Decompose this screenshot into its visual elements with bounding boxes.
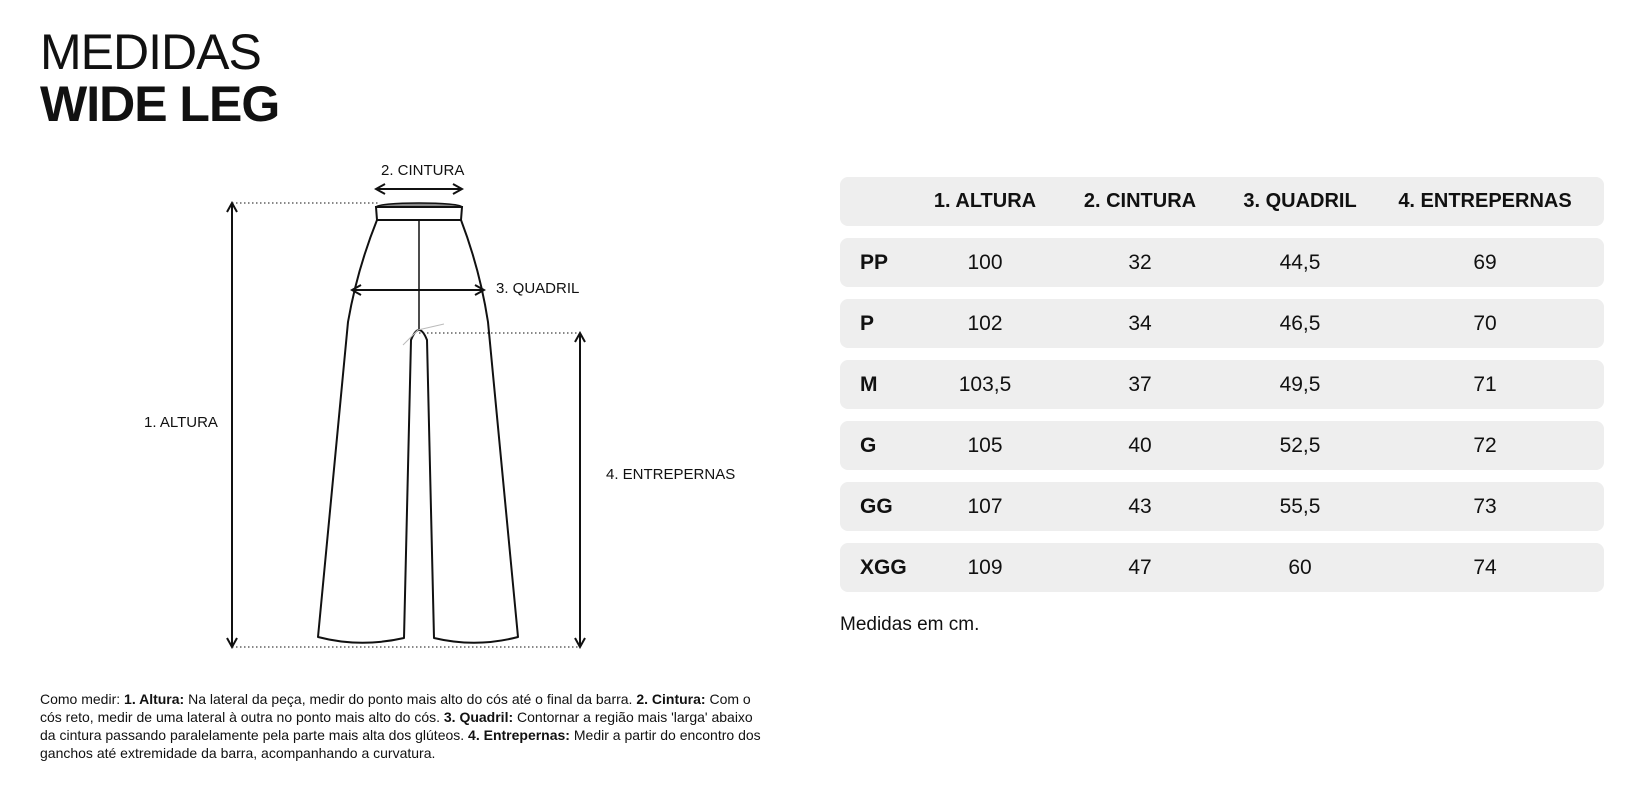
cintura-instruction-label: 2. Cintura: xyxy=(636,691,706,707)
entrepernas-cell: 73 xyxy=(1473,495,1497,518)
waist-label: 2. CINTURA xyxy=(381,162,465,179)
cintura-instruction-text: Com o cós reto, medir de uma lateral à outra no ponto mais alto do cós. xyxy=(40,691,751,725)
cintura-cell: 34 xyxy=(1128,312,1152,335)
unit-note: Medidas em cm. xyxy=(840,614,980,635)
entrepernas-cell: 69 xyxy=(1473,251,1497,274)
entrepernas-instruction-label: 4. Entrepernas: xyxy=(468,727,570,743)
cintura-cell: 43 xyxy=(1128,495,1152,518)
header-cintura: 2. CINTURA xyxy=(1083,190,1197,212)
altura-cell: 107 xyxy=(967,495,1003,518)
table-row xyxy=(840,543,1604,592)
waistband xyxy=(376,207,462,220)
altura-cell: 103,5 xyxy=(958,373,1012,396)
pants-outline xyxy=(318,220,518,643)
quadril-cell: 52,5 xyxy=(1279,434,1321,457)
pants-measurement-diagram xyxy=(0,0,780,680)
size-cell: XGG xyxy=(860,556,907,579)
table-row xyxy=(840,421,1604,470)
altura-cell: 109 xyxy=(967,556,1003,579)
cintura-cell: 37 xyxy=(1128,373,1152,396)
height-label: 1. ALTURA xyxy=(144,414,218,431)
altura-instruction-label: 1. Altura: xyxy=(124,691,185,707)
entrepernas-instruction-text: Medir a partir do encontro dos ganchos até extremidade da barra, acompanhando a curvatura. xyxy=(40,727,761,761)
table-row xyxy=(840,299,1604,348)
header-quadril: 3. QUADRIL xyxy=(1243,190,1357,212)
entrepernas-cell: 72 xyxy=(1473,434,1497,457)
entrepernas-cell: 74 xyxy=(1473,556,1497,579)
measuring-instructions xyxy=(40,690,770,762)
size-cell: PP xyxy=(860,251,889,274)
instructions-intro: Como medir: xyxy=(40,691,125,707)
quadril-cell: 46,5 xyxy=(1279,312,1321,335)
cintura-cell: 32 xyxy=(1128,251,1152,274)
size-table xyxy=(840,177,1604,604)
header-entrepernas: 4. ENTREPERNAS xyxy=(1398,190,1572,212)
quadril-cell: 49,5 xyxy=(1279,373,1321,396)
size-cell: M xyxy=(860,373,878,396)
cintura-cell: 47 xyxy=(1128,556,1152,579)
quadril-instruction-text: Contornar a região mais 'larga' abaixo da cintura passando paralelamente pela parte mais alta dos glúteos. xyxy=(40,709,753,743)
altura-cell: 100 xyxy=(967,251,1003,274)
table-row xyxy=(840,360,1604,409)
pants-illustration xyxy=(0,0,780,680)
altura-instruction-text: Na lateral da peça, medir do ponto mais alto do cós até o final da barra. xyxy=(184,691,637,707)
quadril-cell: 55,5 xyxy=(1279,495,1321,518)
inseam-label: 4. ENTREPERNAS xyxy=(606,466,736,483)
altura-cell: 105 xyxy=(967,434,1003,457)
altura-cell: 102 xyxy=(967,312,1003,335)
hip-label: 3. QUADRIL xyxy=(496,280,580,297)
table-row xyxy=(840,482,1604,531)
entrepernas-cell: 70 xyxy=(1473,312,1497,335)
table-row xyxy=(840,238,1604,287)
size-cell: P xyxy=(860,312,875,335)
quadril-instruction-label: 3. Quadril: xyxy=(443,709,514,725)
quadril-cell: 60 xyxy=(1288,556,1312,579)
size-cell: G xyxy=(860,434,877,457)
entrepernas-cell: 71 xyxy=(1473,373,1497,396)
title-line-medidas: MEDIDAS xyxy=(40,24,261,80)
quadril-cell: 44,5 xyxy=(1279,251,1321,274)
size-cell: GG xyxy=(860,495,893,518)
header-altura: 1. ALTURA xyxy=(933,190,1037,212)
cintura-cell: 40 xyxy=(1128,434,1152,457)
table-header-row xyxy=(840,177,1604,226)
title-line-model: WIDE LEG xyxy=(40,76,280,132)
